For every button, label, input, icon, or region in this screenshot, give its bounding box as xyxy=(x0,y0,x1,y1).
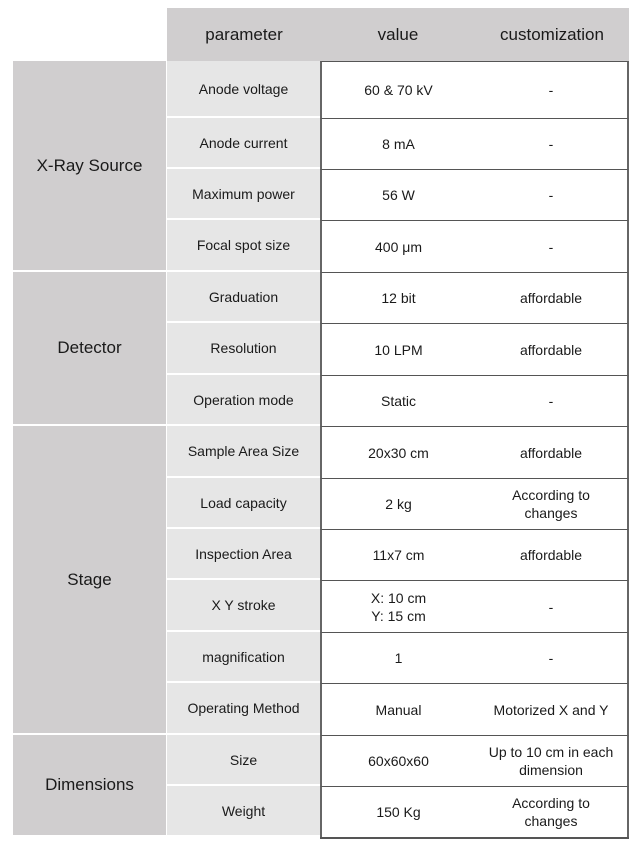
param-cell: X Y stroke xyxy=(167,580,320,632)
value-cell: 56 W xyxy=(320,169,476,220)
customization-cell: affordable xyxy=(475,323,629,375)
value-cell: 2 kg xyxy=(320,478,476,529)
value-cell: 60 & 70 kV xyxy=(320,61,476,118)
customization-cell: affordable xyxy=(475,529,629,580)
customization-cell: Motorized X and Y xyxy=(475,683,629,735)
value-cell: X: 10 cm Y: 15 cm xyxy=(320,580,476,632)
value-cell: 11x7 cm xyxy=(320,529,476,580)
group-label: Dimensions xyxy=(13,735,166,837)
value-cell: Manual xyxy=(320,683,476,735)
value-cell: 12 bit xyxy=(320,272,476,323)
param-cell: Sample Area Size xyxy=(167,426,320,478)
value-cell: 150 Kg xyxy=(320,786,476,837)
param-cell: Focal spot size xyxy=(167,220,320,272)
customization-cell: Up to 10 cm in each dimension xyxy=(475,735,629,786)
value-cell: 1 xyxy=(320,632,476,683)
customization-cell: - xyxy=(475,118,629,169)
param-cell: magnification xyxy=(167,632,320,683)
customization-cell: - xyxy=(475,61,629,118)
value-cell: 20x30 cm xyxy=(320,426,476,478)
customization-cell: affordable xyxy=(475,426,629,478)
value-cell: Static xyxy=(320,375,476,426)
group-label: X-Ray Source xyxy=(13,61,166,272)
group-label: Stage xyxy=(13,426,166,735)
value-cell: 8 mA xyxy=(320,118,476,169)
param-cell: Anode voltage xyxy=(167,61,320,118)
group-label: Detector xyxy=(13,272,166,426)
customization-cell: - xyxy=(475,169,629,220)
param-cell: Resolution xyxy=(167,323,320,375)
customization-cell: - xyxy=(475,375,629,426)
header-customization: customization xyxy=(500,24,604,44)
param-cell: Load capacity xyxy=(167,478,320,529)
header-value: value xyxy=(377,24,419,44)
customization-cell: According to changes xyxy=(475,478,629,529)
customization-cell: - xyxy=(475,632,629,683)
header-parameter: parameter xyxy=(205,24,283,44)
value-cell: 60x60x60 xyxy=(320,735,476,786)
param-cell: Graduation xyxy=(167,272,320,323)
table-header xyxy=(167,8,629,61)
param-cell: Inspection Area xyxy=(167,529,320,580)
param-cell: Operating Method xyxy=(167,683,320,735)
value-cell: 10 LPM xyxy=(320,323,476,375)
param-cell: Operation mode xyxy=(167,375,320,426)
customization-cell: - xyxy=(475,580,629,632)
table-bottom-border xyxy=(320,837,629,839)
value-cell: 400 μm xyxy=(320,220,476,272)
customization-cell: According to changes xyxy=(475,786,629,837)
param-cell: Size xyxy=(167,735,320,786)
param-cell: Maximum power xyxy=(167,169,320,220)
param-cell: Anode current xyxy=(167,118,320,169)
customization-cell: - xyxy=(475,220,629,272)
customization-cell: affordable xyxy=(475,272,629,323)
param-cell: Weight xyxy=(167,786,320,837)
